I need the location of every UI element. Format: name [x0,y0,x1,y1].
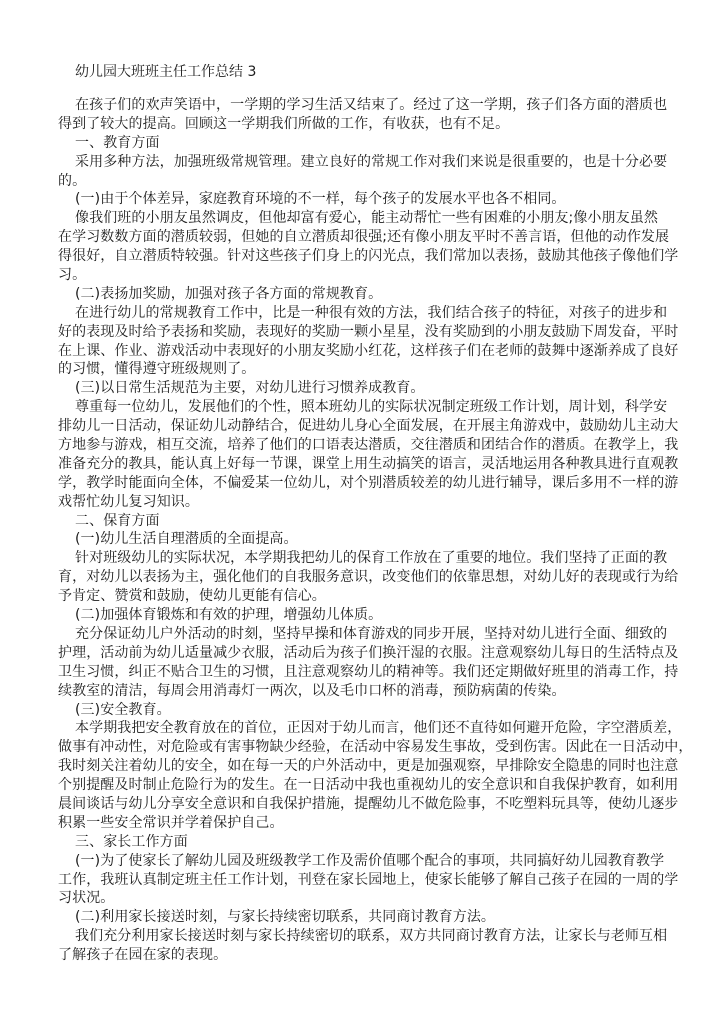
text-line: 一、教育方面 [75,134,160,151]
text-line: 二、保育方面 [75,512,160,529]
text-line: 方地参与游戏，相互交流，培养了他们的口语表达潜质，交往潜质和团结合作的潜质。在教学上，我 [58,437,679,454]
text-line: 在学习数数方面的潜质较弱，但她的自立潜质却很强;还有像小朋友平时不善言语，但他的动作发展 [58,229,670,246]
paragraph [58,606,668,625]
text-line: 习状况。 [58,890,115,907]
paragraph [58,719,693,832]
text-line: 的习惯，懂得遵守班级规则了。 [58,361,256,378]
text-line: 得很好，自立潜质特较强。针对这些孩子们身上的闪光点，我们常加以表扬，鼓励其他孩子像他们学 [58,248,679,265]
paragraph [58,701,668,720]
paragraph [58,512,668,531]
paragraph [58,96,668,134]
text-line: 晨间谈话与幼儿分享安全意识和自我保护措施，提醒幼儿不做危险事，不吃塑料玩具等，使幼儿逐步 [58,795,679,812]
text-line: 戏帮忙幼儿复习知识。 [58,493,199,510]
document-title: 幼儿园大班班主任工作总结 3 [75,64,257,80]
text-line: 好的表现及时给予表扬和奖励，表现好的奖励一颗小星星，没有奖励到的小朋友鼓励下周发奋，平时 [58,323,679,340]
text-line: (三)安全教育。 [75,701,171,718]
text-line: (三)以日常生活规范为主要，对幼儿进行习惯养成教育。 [75,380,425,397]
text-line: 得到了较大的提高。回顾这一学期我们所做的工作，有收获，也有不足。 [58,115,510,132]
paragraph [58,833,668,852]
paragraph [58,209,679,285]
text-line: (二)利用家长接送时刻，与家长持续密切联系，共同商讨教育方法。 [75,909,496,926]
text-line: 尊重每一位幼儿，发展他们的个性，照本班幼儿的实际状况制定班级工作计划，周计划，科学安 [75,399,668,416]
text-line: 予肯定、赞赏和鼓励，使幼儿更能有信心。 [58,588,326,605]
paragraph [58,625,679,701]
paragraph [58,153,668,191]
text-line: 续教室的清洁，每周会用消毒灯一两次，以及毛巾口杯的消毒，预防病菌的传染。 [58,682,566,699]
paragraph [58,908,668,927]
text-line: 三、家长工作方面 [75,833,188,850]
text-line: (二)加强体育锻炼和有效的护理，增强幼儿体质。 [75,607,383,624]
text-line: 个别提醒及时制止危险行为的发生。在一日活动中我也重视幼儿的安全意识和自我保护教育，如利用 [58,777,679,794]
paragraph [58,549,679,606]
paragraph [58,134,668,153]
paragraph [58,852,679,909]
document-page [58,63,693,965]
text-line: 了解孩子在园在家的表现。 [58,947,228,964]
text-line: 准备充分的教具，能认真上好每一节课，课堂上用生动搞笑的语言，灵活地运用各种教具进行直观教 [58,455,679,472]
text-line: 习。 [58,267,87,284]
text-line: 的。 [58,172,87,189]
text-line: (一)由于个体差异，家庭教育环境的不一样，每个孩子的发展水平也各不相同。 [75,191,566,208]
text-line: 针对班级幼儿的实际状况，本学期我把幼儿的保育工作放在了重要的地位。我们坚持了正面的教 [75,550,668,567]
text-line: 积累一些安全常识并学着保护自己。 [58,814,284,831]
text-line: 本学期我把安全教育放在的首位，正因对于幼儿而言，他们还不直待如何避开危险，字空潜质差， [75,720,682,737]
paragraph [58,927,668,965]
paragraph [58,304,679,380]
text-line: (二)表扬加奖励，加强对孩子各方面的常规教育。 [75,285,383,302]
text-line: (一)为了使家长了解幼儿园及班级教学工作及需价值哪个配合的事项，共同搞好幼儿园教育教学 [75,852,665,869]
paragraph [58,285,668,304]
paragraph [58,530,668,549]
text-line: (一)幼儿生活自理潜质的全面提高。 [75,531,298,548]
paragraph [58,379,668,398]
text-line: 采用多种方法，加强班级常规管理。建立良好的常规工作对我们来说是很重要的，也是十分必要 [75,153,668,170]
paragraph [58,398,679,511]
text-line: 在上课、作业、游戏活动中表现好的小朋友奖励小红花，这样孩子们在老师的鼓舞中逐渐养成了良好 [58,342,679,359]
text-line: 我们充分利用家长接送时刻与家长持续密切的联系，双方共同商讨教育方法，让家长与老师互相 [75,928,668,945]
text-line: 工作，我班认真制定班主任工作计划，刊登在家长园地上，使家长能够了解自己孩子在园的一周的学 [58,871,679,888]
text-line: 充分保证幼儿户外活动的时刻，坚持早操和体育游戏的同步开展，坚持对幼儿进行全面、细致的 [75,625,668,642]
text-line: 护理，活动前为幼儿适量减少衣服，活动后为孩子们换汗湿的衣服。注意观察幼儿每日的生活特点及 [58,644,679,661]
text-line: 在孩子们的欢声笑语中，一学期的学习生活又结束了。经过了这一学期，孩子们各方面的潜质也 [75,97,668,113]
text-line: 卫生习惯，纠正不贴合卫生的习惯，且注意观察幼儿的精神等。我们还定期做好班里的消毒工作，持 [58,663,679,680]
text-line: 在进行幼儿的常规教育工作中，比是一种很有效的方法，我们结合孩子的特征，对孩子的进步和 [75,304,668,321]
text-line: 像我们班的小朋友虽然调皮，但他却富有爱心，能主动帮忙一些有困难的小朋友;像小朋友虽然 [75,210,658,227]
paragraph [58,190,668,209]
text-line: 学，教学时能面向全体，不偏爱某一位幼儿，对个别潜质较差的幼儿进行辅导，课后多用不一样的游 [58,474,679,491]
document-body [58,96,693,965]
text-line: 排幼儿一日活动，保证幼儿动静结合，促进幼儿身心全面发展，在开展主角游戏中，鼓励幼儿主动大 [58,418,679,435]
text-line: 做事有冲动性，对危险或有害事物缺少经验，在活动中容易发生事故，受到伤害。因此在一日活动中， [58,739,693,756]
text-line: 育，对幼儿以表扬为主，强化他们的自我服务意识，改变他们的依靠思想，对幼儿好的表现或行为给 [58,569,679,586]
text-line: 我时刻关注着幼儿的安全，如在每一天的户外活动中，更是加强观察，早排除安全隐患的同时也注意 [58,758,679,775]
